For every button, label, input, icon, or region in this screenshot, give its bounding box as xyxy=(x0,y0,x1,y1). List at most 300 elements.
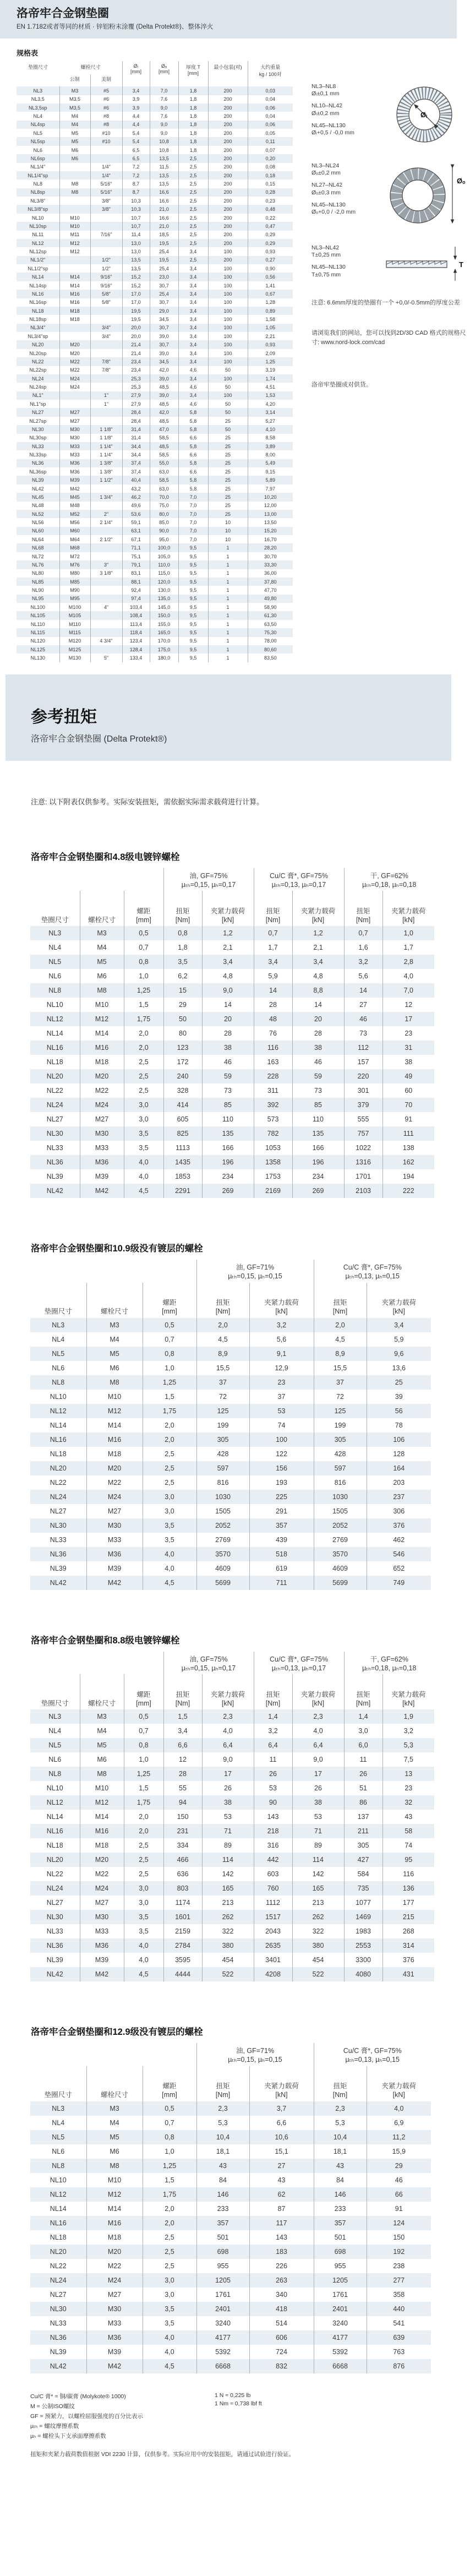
torque-cell: 3,7 xyxy=(249,2101,314,2116)
torque-cell: 1761 xyxy=(314,2288,367,2302)
spec-cell: 53,6 xyxy=(122,510,150,518)
spec-cell: 1 xyxy=(208,552,248,560)
spec-cell: 7,0 xyxy=(178,527,208,535)
torque-cell: 4,5 xyxy=(314,1332,367,1347)
spec-cell: 4,6 xyxy=(178,366,208,374)
col-header-pitch: 螺距 [mm] xyxy=(143,1283,196,1318)
spec-cell: M48 xyxy=(59,502,90,510)
torque-cell: 6,4 xyxy=(254,1738,292,1752)
page-title: 洛帝牢合金钢垫圈 xyxy=(17,7,109,20)
torque-cell: 0,7 xyxy=(124,1724,163,1738)
torque-cell: 380 xyxy=(202,1938,254,1953)
torque-cell: 38 xyxy=(202,1795,254,1810)
spec-cell: 10,20 xyxy=(248,493,293,501)
torque-cell: 38 xyxy=(292,1041,344,1055)
torque-cell: 3,0 xyxy=(143,1490,196,1504)
spec-row xyxy=(17,315,293,323)
torque-cell: 546 xyxy=(367,1547,431,1561)
spec-row xyxy=(17,510,293,518)
spec-cell: 5,8 xyxy=(178,459,208,467)
torque-cell: 2,0 xyxy=(143,2216,196,2230)
spec-cell: 12,00 xyxy=(248,502,293,510)
spec-cell: 1/4" xyxy=(90,171,122,179)
torque-cell: NL33 xyxy=(50,2319,67,2327)
spec-cell: NL10 xyxy=(31,215,44,221)
spec-cell: 10,8 xyxy=(150,146,178,154)
spec-cell: 0,03 xyxy=(248,86,293,95)
col-header-clamp-load: 夹紧力载荷 [kN] xyxy=(202,1674,254,1709)
torque-cell: 150 xyxy=(367,2230,431,2245)
torque-cell: NL30 xyxy=(50,2305,67,2313)
spec-cell xyxy=(90,349,122,357)
spec-cell: 2,5 xyxy=(178,197,208,205)
torque-cell: 1517 xyxy=(254,1910,292,1924)
torque-row xyxy=(30,1112,434,1126)
torque-cell: 1053 xyxy=(254,1141,292,1155)
spec-cell: 25 xyxy=(208,502,248,510)
spec-cell: 3,4 xyxy=(178,357,208,366)
torque-cell: 3,5 xyxy=(143,2316,196,2330)
torque-row xyxy=(30,1838,434,1853)
torque-cell: 8,9 xyxy=(196,1347,249,1361)
spec-cell: 5,8 xyxy=(178,476,208,484)
spec-cell: 2,5 xyxy=(178,205,208,213)
spec-cell: M3 xyxy=(59,86,90,95)
torque-row xyxy=(30,1012,434,1026)
spec-cell: 25,4 xyxy=(150,247,178,255)
col-header-weight: 大约重量 kg / 100对 xyxy=(248,61,293,86)
spec-cell: 4 3/4" xyxy=(90,637,122,645)
spec-cell xyxy=(90,645,122,653)
spec-cell: 110,0 xyxy=(150,560,178,569)
torque-cell: 73 xyxy=(292,1083,344,1098)
spec-cell: 1 1/4" xyxy=(90,442,122,450)
torque-cell: 14 xyxy=(254,983,292,998)
spec-cell: 75,30 xyxy=(248,628,293,636)
lubrication-condition-header: 油, GF=71% µₜₕ=0,15, µₕ=0,15 xyxy=(196,1260,314,1283)
lubrication-condition-header: 油, GF=75% µₜₕ=0,15, µₕ=0,17 xyxy=(163,868,254,891)
torque-cell: 439 xyxy=(249,1533,314,1547)
torque-cell: 2,8 xyxy=(382,955,434,969)
spec-cell: 3,4 xyxy=(178,290,208,298)
spec-cell: 13,5 xyxy=(122,264,150,273)
torque-row xyxy=(30,2259,431,2273)
torque-cell: 46 xyxy=(202,1055,254,1069)
spec-cell: 30,7 xyxy=(150,298,178,307)
torque-cell: NL18 xyxy=(50,1450,67,1458)
footnote-line: 1 N ≈ 0,225 lb xyxy=(215,2392,251,2399)
spec-cell: 200 xyxy=(208,256,248,264)
spec-cell: M33 xyxy=(59,450,90,459)
torque-cell: 2169 xyxy=(254,1184,292,1198)
torque-cell: M5 xyxy=(80,955,124,969)
torque-cell: 20 xyxy=(292,1012,344,1026)
spec-cell: 47,70 xyxy=(248,586,293,594)
spec-cell: 25 xyxy=(208,493,248,501)
col-header-thickness: 厚度 T [mm] xyxy=(178,61,208,86)
torque-cell: 142 xyxy=(292,1867,344,1881)
torque-cell: 26 xyxy=(292,1781,344,1795)
spec-cell: 11,5 xyxy=(150,163,178,171)
spec-cell: 2,5 xyxy=(178,256,208,264)
spec-cell: 3,4 xyxy=(178,349,208,357)
torque-cell: 541 xyxy=(367,2316,431,2330)
torque-cell: M5 xyxy=(80,1738,124,1752)
spec-cell: NL1/4"sp xyxy=(28,172,48,178)
torque-cell: M16 xyxy=(86,1433,143,1447)
torque-cell: NL20 xyxy=(50,1464,67,1472)
spec-cell: 21,0 xyxy=(150,205,178,213)
torque-cell: 38 xyxy=(382,1055,434,1069)
spec-cell: 25 xyxy=(208,510,248,518)
spec-cell: 1,41 xyxy=(248,281,293,290)
spec-cell: NL39 xyxy=(31,477,44,483)
torque-cell: 3,2 xyxy=(382,1724,434,1738)
torque-cell: M16 xyxy=(86,2216,143,2230)
spec-cell: 83,50 xyxy=(248,653,293,662)
washer-wedge-view-icon xyxy=(382,162,470,230)
spec-cell: 6,5 xyxy=(122,154,150,162)
torque-cell: 358 xyxy=(367,2288,431,2302)
spec-cell: 100 xyxy=(208,324,248,332)
spec-cell: 31,4 xyxy=(122,434,150,442)
spec-cell: NL30 xyxy=(31,426,44,432)
torque-cell: M27 xyxy=(80,1896,124,1910)
spec-cell: #10 xyxy=(90,137,122,145)
torque-cell: 238 xyxy=(367,2259,431,2273)
spec-cell: 13,5 xyxy=(150,171,178,179)
torque-cell: M18 xyxy=(86,2230,143,2245)
spec-cell: M14 xyxy=(59,281,90,290)
torque-cell: 125 xyxy=(314,1404,367,1418)
spec-cell: #5 xyxy=(90,86,122,95)
svg-text:Øᵢ: Øᵢ xyxy=(420,111,427,119)
torque-cell: 1435 xyxy=(163,1155,202,1169)
spec-cell: 10,3 xyxy=(122,197,150,205)
spec-cell: 34,4 xyxy=(122,442,150,450)
spec-cell: 49,80 xyxy=(248,595,293,603)
tolerance-caption: NL3–NL42 T±0,25 mm xyxy=(311,244,341,259)
torque-cell: 4080 xyxy=(344,1967,382,1981)
torque-cell: 440 xyxy=(367,2302,431,2316)
spec-cell: 88,1 xyxy=(122,578,150,586)
spec-cell: M30 xyxy=(59,425,90,433)
spec-cell: NL20sp xyxy=(29,350,47,356)
spec-cell: M76 xyxy=(59,560,90,569)
torque-cell: 1,75 xyxy=(124,1012,163,1026)
torque-cell: 2,0 xyxy=(143,2202,196,2216)
spec-cell: 25 xyxy=(208,476,248,484)
torque-cell: 240 xyxy=(163,1069,202,1083)
col-header-bolt-size: 螺栓尺寸 xyxy=(80,891,124,926)
torque-cell: 73 xyxy=(344,1026,382,1041)
spec-cell: 3,4 xyxy=(178,324,208,332)
spec-cell: 49,6 xyxy=(122,502,150,510)
spec-cell: 5,8 xyxy=(178,442,208,450)
torque-cell: NL42 xyxy=(46,1187,63,1195)
spec-row xyxy=(17,569,293,578)
spec-cell: 7,2 xyxy=(122,171,150,179)
torque-cell: 414 xyxy=(163,1098,202,1112)
torque-cell: 605 xyxy=(163,1112,202,1126)
page-subtitle: EN 1.7182或者等同的材质 · 锌铝粉末涂覆 (Delta Protekt®)、整体淬火 xyxy=(17,24,214,31)
spec-row xyxy=(17,425,293,433)
torque-cell: 4,0 xyxy=(143,2330,196,2345)
spec-cell: 4" xyxy=(90,603,122,611)
spec-cell xyxy=(59,256,90,264)
torque-cell: 233 xyxy=(314,2202,367,2216)
torque-cell: 518 xyxy=(249,1547,314,1561)
torque-cell: 3,5 xyxy=(143,1518,196,1533)
spec-row xyxy=(17,417,293,425)
spec-cell: 5,8 xyxy=(178,408,208,416)
spec-cell: 3,4 xyxy=(178,332,208,340)
torque-cell: 135 xyxy=(202,1126,254,1141)
spec-cell: 2,09 xyxy=(248,349,293,357)
torque-cell: 5392 xyxy=(196,2345,249,2359)
spec-cell: #6 xyxy=(90,95,122,104)
torque-disclaimer: 注意: 以下附表仅供参考。实际安装扭矩，需依据实际需求载荷进行计算。 xyxy=(31,797,264,806)
spec-cell: 9,5 xyxy=(178,586,208,594)
spec-cell: 19,5 xyxy=(122,307,150,315)
torque-cell: 3,0 xyxy=(143,1504,196,1518)
torque-cell: 138 xyxy=(382,1141,434,1155)
torque-cell: 291 xyxy=(249,1504,314,1518)
torque-cell: 1,0 xyxy=(124,1752,163,1767)
spec-row xyxy=(17,129,293,137)
spec-cell: 10,7 xyxy=(122,214,150,222)
spec-cell: M68 xyxy=(59,543,90,552)
torque-cell: 2,3 xyxy=(314,2101,367,2116)
torque-cell: 803 xyxy=(163,1881,202,1896)
torque-cell: NL42 xyxy=(50,2362,67,2370)
torque-cell: NL12 xyxy=(46,1799,63,1807)
torque-row xyxy=(30,926,434,940)
spec-cell: 63,0 xyxy=(150,484,178,493)
spec-cell: NL11 xyxy=(32,232,44,238)
spec-cell: 10,8 xyxy=(150,137,178,145)
spec-cell: M3,5 xyxy=(59,104,90,112)
torque-cell: 1701 xyxy=(344,1169,382,1184)
torque-cell: 263 xyxy=(249,2273,314,2288)
torque-cell: M5 xyxy=(86,2130,143,2144)
torque-cell: 334 xyxy=(163,1838,202,1853)
spec-row xyxy=(17,332,293,340)
torque-cell: 1030 xyxy=(314,1490,367,1504)
spec-cell: 4,6 xyxy=(178,383,208,391)
torque-cell: 698 xyxy=(196,2245,249,2259)
spec-cell: 175,0 xyxy=(150,645,178,653)
torque-row xyxy=(30,1126,434,1141)
outer-diameter-tolerances xyxy=(311,162,470,230)
spec-cell: 30,70 xyxy=(248,552,293,560)
spec-cell xyxy=(90,502,122,510)
torque-cell: 1,75 xyxy=(124,1795,163,1810)
torque-row xyxy=(30,1533,431,1547)
torque-cell: 6,2 xyxy=(163,969,202,983)
spec-cell: 118,4 xyxy=(122,628,150,636)
torque-row xyxy=(30,1824,434,1838)
spec-cell: 123,4 xyxy=(122,637,150,645)
spec-cell xyxy=(90,374,122,383)
torque-cell: 3,0 xyxy=(124,1098,163,1112)
spec-cell: 39,0 xyxy=(150,391,178,400)
torque-cell: 233 xyxy=(196,2202,249,2216)
torque-row xyxy=(30,2202,431,2216)
spec-cell: 7,0 xyxy=(178,510,208,518)
spec-cell: 9,5 xyxy=(178,543,208,552)
torque-cell: NL5 xyxy=(52,2133,65,2141)
torque-cell: 2,0 xyxy=(196,1318,249,1332)
torque-cell: 38 xyxy=(292,1795,344,1810)
spec-cell: 7,0 xyxy=(178,493,208,501)
spec-cell: M3,5 xyxy=(59,95,90,104)
torque-cell: 1983 xyxy=(344,1924,382,1938)
torque-cell: 0,7 xyxy=(124,940,163,955)
torque-cell: 1030 xyxy=(196,1490,249,1504)
spec-cell: 1/2" xyxy=(90,256,122,264)
spec-cell: M90 xyxy=(59,586,90,594)
torque-cell: 1,8 xyxy=(163,940,202,955)
spec-cell: 1 xyxy=(208,595,248,603)
torque-cell: 268 xyxy=(382,1924,434,1938)
torque-cell: 597 xyxy=(314,1461,367,1475)
torque-subheading: 洛帝牢合金钢垫圈 (Delta Protekt®) xyxy=(31,734,167,744)
footnote-legend xyxy=(30,2392,143,2442)
torque-cell: 1,75 xyxy=(143,2187,196,2202)
spec-cell: 1,74 xyxy=(248,374,293,383)
spec-cell: 3,4 xyxy=(178,391,208,400)
torque-cell: 43 xyxy=(249,2173,314,2187)
spec-cell: 100 xyxy=(208,290,248,298)
torque-cell: 13 xyxy=(382,1767,434,1781)
spec-row xyxy=(17,391,293,400)
torque-cell: 196 xyxy=(202,1155,254,1169)
torque-cell: 4177 xyxy=(314,2330,367,2345)
torque-cell: NL10 xyxy=(46,1784,63,1793)
spec-cell: 17,0 xyxy=(122,290,150,298)
col-header-clamp-load: 夹紧力载荷 [kN] xyxy=(367,1283,431,1318)
torque-cell: 1,4 xyxy=(344,1709,382,1724)
torque-cell: 724 xyxy=(249,2345,314,2359)
col-header-clamp-load: 夹紧力载荷 [kN] xyxy=(249,1283,314,1318)
torque-cell: 0,8 xyxy=(163,926,202,940)
torque-cell: 305 xyxy=(344,1838,382,1853)
torque-cell: 2,5 xyxy=(124,1867,163,1881)
torque-row xyxy=(30,1881,434,1896)
torque-cell: NL3 xyxy=(48,1713,62,1721)
torque-cell: M20 xyxy=(80,1069,124,1083)
torque-cell: 1,0 xyxy=(143,1361,196,1375)
spec-cell: 30,7 xyxy=(150,340,178,348)
torque-row xyxy=(30,1709,434,1724)
tolerance-caption: NL45–NL130 Øᵢ+0,5 / -0,0 mm xyxy=(311,122,354,136)
torque-cell: NL24 xyxy=(46,1885,63,1893)
torque-cell: 301 xyxy=(344,1083,382,1098)
torque-cell: NL33 xyxy=(46,1144,63,1152)
torque-cell: 226 xyxy=(249,2259,314,2273)
torque-cell: NL22 xyxy=(50,2262,67,2270)
torque-cell: 76 xyxy=(254,1026,292,1041)
col-header-torque: 扭矩 [Nm] xyxy=(196,1283,249,1318)
spec-cell: 33,30 xyxy=(248,560,293,569)
col-header-torque: 扭矩 [Nm] xyxy=(163,891,202,926)
spec-cell: #8 xyxy=(90,121,122,129)
torque-cell: NL27 xyxy=(46,1115,63,1124)
spec-cell: M22 xyxy=(59,357,90,366)
page-header xyxy=(0,0,457,39)
spec-cell: 4,51 xyxy=(248,383,293,391)
cad-link[interactable]: www.nord-lock.com/cad xyxy=(321,339,385,346)
torque-cell: M10 xyxy=(86,1390,143,1404)
spec-row xyxy=(17,476,293,484)
torque-cell: M4 xyxy=(80,940,124,955)
torque-cell: 322 xyxy=(292,1924,344,1938)
spec-cell: NL90 xyxy=(31,587,44,593)
torque-cell: 1,5 xyxy=(143,1390,196,1404)
lubrication-condition-header: Cu/C 膏*, GF=75% µₜₕ=0,13, µₕ=0,15 xyxy=(314,2043,431,2066)
spec-cell: 1 xyxy=(208,543,248,552)
torque-cell: 3,0 xyxy=(143,2288,196,2302)
spec-cell: 25 xyxy=(208,417,248,425)
torque-cell: 142 xyxy=(202,1867,254,1881)
torque-cell: M33 xyxy=(86,1533,143,1547)
torque-row xyxy=(30,1810,434,1824)
torque-cell: 2784 xyxy=(163,1938,202,1953)
torque-cell: M12 xyxy=(86,2187,143,2202)
spec-cell: 0,22 xyxy=(248,214,293,222)
spec-row xyxy=(17,366,293,374)
torque-cell: 213 xyxy=(292,1896,344,1910)
torque-cell: 1,5 xyxy=(124,998,163,1012)
torque-row xyxy=(30,969,434,983)
unit-conversions xyxy=(215,2392,262,2442)
torque-cell: 23 xyxy=(249,1375,314,1390)
spec-cell: 3,4 xyxy=(178,374,208,383)
spec-row xyxy=(17,527,293,535)
torque-cell: 269 xyxy=(202,1184,254,1198)
spec-cell xyxy=(59,264,90,273)
torque-cell: 1,25 xyxy=(143,1375,196,1390)
spec-heading: 规格表 xyxy=(17,49,39,58)
torque-cell: 3,5 xyxy=(143,2302,196,2316)
torque-row xyxy=(30,1418,431,1433)
torque-cell: 876 xyxy=(367,2359,431,2373)
spec-cell: 133,4 xyxy=(122,653,150,662)
spec-cell: 34,5 xyxy=(150,357,178,366)
spec-cell: 7,0 xyxy=(178,502,208,510)
torque-cell: 4,5 xyxy=(196,1332,249,1347)
torque-cell: 597 xyxy=(196,1461,249,1475)
torque-cell: 49 xyxy=(382,1069,434,1083)
spec-cell: 0,05 xyxy=(248,129,293,137)
spec-cell: 55,0 xyxy=(150,459,178,467)
torque-cell: 32 xyxy=(382,1795,434,1810)
torque-cell: 4,0 xyxy=(124,1155,163,1169)
torque-cell: 314 xyxy=(382,1938,434,1953)
torque-cell: 18,1 xyxy=(196,2144,249,2159)
torque-cell: 203 xyxy=(367,1475,431,1490)
spec-cell: NL18 xyxy=(31,308,44,314)
spec-cell: NL36sp xyxy=(29,469,47,475)
torque-cell: M27 xyxy=(86,1504,143,1518)
spec-cell: 58,5 xyxy=(150,476,178,484)
torque-cell: 6,6 xyxy=(249,2116,314,2130)
torque-cell: 156 xyxy=(249,1461,314,1475)
torque-cell: NL6 xyxy=(52,1364,65,1372)
torque-cell: 0,7 xyxy=(143,1332,196,1347)
spec-cell: 135,0 xyxy=(150,595,178,603)
